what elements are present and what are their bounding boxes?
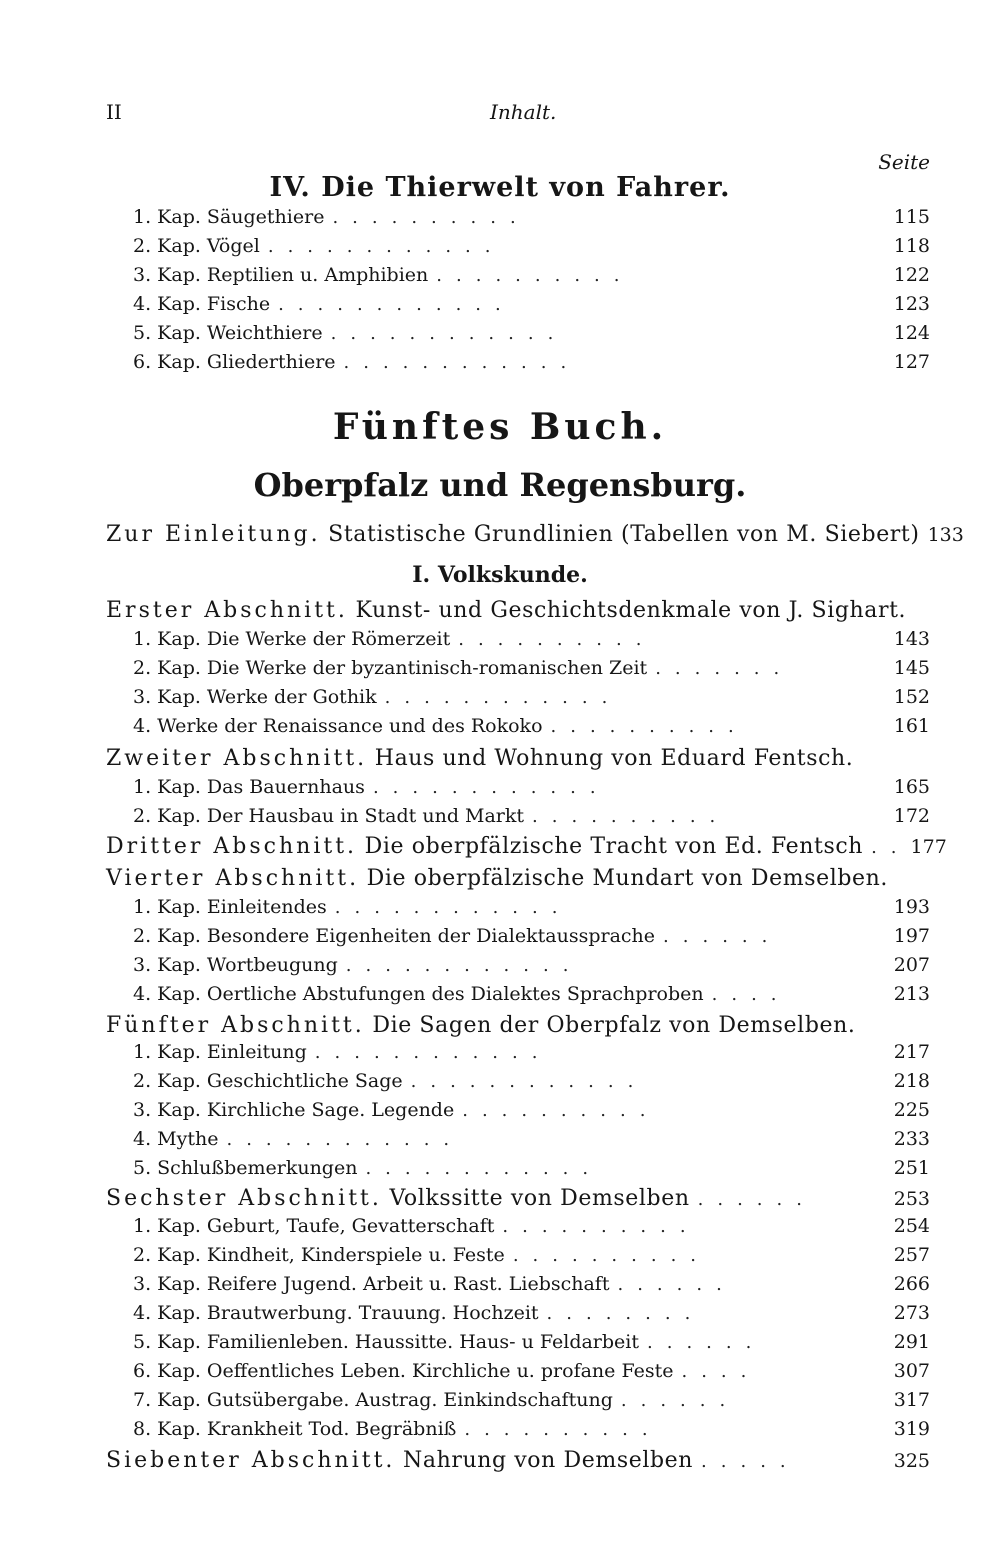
toc-entry: 1. Kap. Einleitendes ............ 193 bbox=[133, 896, 930, 918]
introduction-entry: Zur Einleitung. Statistische Grundlinien (Tabellen von M. Siebert) 133 bbox=[106, 522, 964, 547]
page-number: II bbox=[106, 100, 122, 124]
abschnitt-entry: Siebenter Abschnitt. Nahrung von Demselben ..... 325 bbox=[106, 1448, 930, 1473]
toc-entry: 1. Kap. Säugethiere .......... 115 bbox=[133, 206, 930, 228]
running-head: Inhalt. bbox=[490, 100, 557, 124]
toc-entry: 2. Kap. Die Werke der byzantinisch-romanischen Zeit ....... 145 bbox=[133, 657, 930, 679]
book-title: Fünftes Buch. bbox=[332, 406, 668, 448]
abschnitt-heading: Zweiter Abschnitt. Haus und Wohnung von Eduard Fentsch. bbox=[106, 746, 854, 771]
toc-entry: 6. Kap. Oeffentliches Leben. Kirchliche u. profane Feste .... 307 bbox=[133, 1360, 930, 1382]
toc-entry: 4. Kap. Fische ............ 123 bbox=[133, 293, 930, 315]
seite-label: Seite bbox=[878, 150, 930, 174]
toc-entry: 2. Kap. Geschichtliche Sage ............ 218 bbox=[133, 1070, 930, 1092]
section-heading: IV. Die Thierwelt von Fahrer. bbox=[269, 172, 731, 203]
toc-entry: 1. Kap. Geburt, Taufe, Gevatterschaft .......... 254 bbox=[133, 1215, 930, 1237]
abschnitt-heading: Fünfter Abschnitt. Die Sagen der Oberpfalz von Demselben. bbox=[106, 1013, 856, 1038]
toc-entry: 1. Kap. Einleitung ............ 217 bbox=[133, 1041, 930, 1063]
abschnitt-heading: Erster Abschnitt. Kunst- und Geschichtsdenkmale von J. Sighart. bbox=[106, 598, 907, 623]
region-title: Oberpfalz und Regensburg. bbox=[253, 466, 747, 504]
toc-entry: 2. Kap. Besondere Eigenheiten der Dialektaussprache ...... 197 bbox=[133, 925, 930, 947]
toc-entry: 3. Kap. Reifere Jugend. Arbeit u. Rast. Liebschaft ...... 266 bbox=[133, 1273, 930, 1295]
abschnitt-entry: Sechster Abschnitt. Volkssitte von Demselben ...... 253 bbox=[106, 1186, 930, 1211]
toc-entry: 3. Kap. Reptilien u. Amphibien .......... 122 bbox=[133, 264, 930, 286]
toc-entry: 7. Kap. Gutsübergabe. Austrag. Einkindschaftung ...... 317 bbox=[133, 1389, 930, 1411]
toc-entry: 5. Schlußbemerkungen ............ 251 bbox=[133, 1157, 930, 1179]
toc-entry: 3. Kap. Werke der Gothik ............ 152 bbox=[133, 686, 930, 708]
toc-entry: 3. Kap. Kirchliche Sage. Legende .......... 225 bbox=[133, 1099, 930, 1121]
toc-entry: 5. Kap. Familienleben. Haussitte. Haus- u Feldarbeit ...... 291 bbox=[133, 1331, 930, 1353]
toc-entry: 5. Kap. Weichthiere ............ 124 bbox=[133, 322, 930, 344]
toc-entry: 6. Kap. Gliederthiere ............ 127 bbox=[133, 351, 930, 373]
abschnitt-entry: Dritter Abschnitt. Die oberpfälzische Tracht von Ed. Fentsch .. 177 bbox=[106, 834, 947, 859]
toc-entry: 2. Kap. Kindheit, Kinderspiele u. Feste .......... 257 bbox=[133, 1244, 930, 1266]
toc-entry: 4. Werke der Renaissance und des Rokoko .......... 161 bbox=[133, 715, 930, 737]
toc-entry: 1. Kap. Die Werke der Römerzeit .......... 143 bbox=[133, 628, 930, 650]
toc-entry: 4. Mythe ............ 233 bbox=[133, 1128, 930, 1150]
toc-entry: 8. Kap. Krankheit Tod. Begräbniß .......... 319 bbox=[133, 1418, 930, 1440]
abschnitt-heading: Vierter Abschnitt. Die oberpfälzische Mundart von Demselben. bbox=[106, 866, 889, 891]
toc-entry: 2. Kap. Vögel ............ 118 bbox=[133, 235, 930, 257]
toc-entry: 3. Kap. Wortbeugung ............ 207 bbox=[133, 954, 930, 976]
toc-entry: 4. Kap. Brautwerbung. Trauung. Hochzeit ........ 273 bbox=[133, 1302, 930, 1324]
toc-entry: 1. Kap. Das Bauernhaus ............ 165 bbox=[133, 776, 930, 798]
toc-entry: 2. Kap. Der Hausbau in Stadt und Markt .......... 172 bbox=[133, 805, 930, 827]
volkskunde-heading: I. Volkskunde. bbox=[412, 562, 588, 588]
toc-entry: 4. Kap. Oertliche Abstufungen des Dialektes Sprachproben .... 213 bbox=[133, 983, 930, 1005]
